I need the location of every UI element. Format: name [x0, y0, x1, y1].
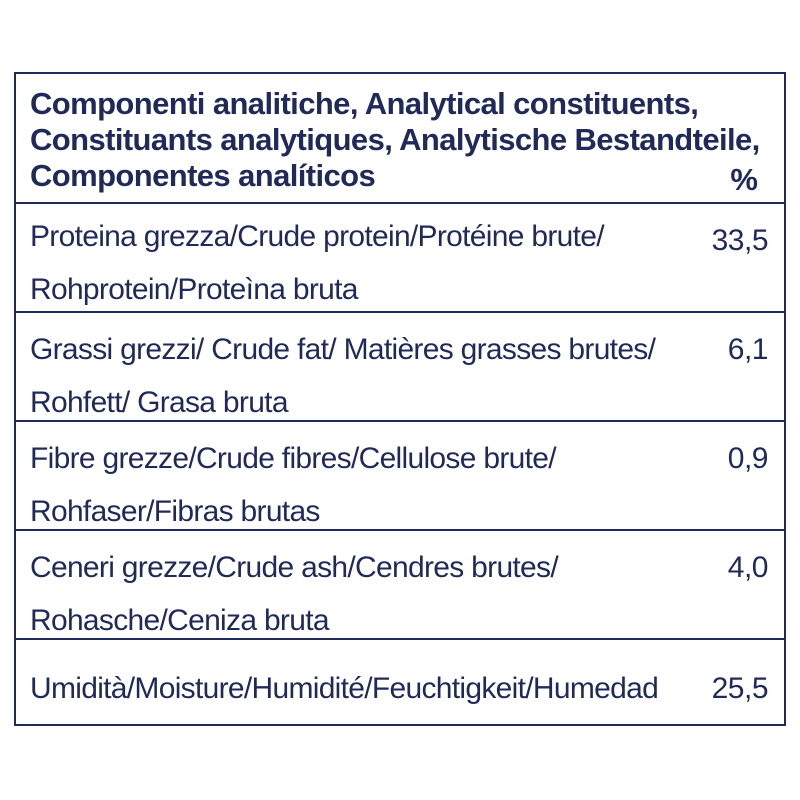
table-row-ash [16, 531, 784, 640]
moisture-value: 25,5 [711, 672, 768, 706]
fat-value: 6,1 [727, 333, 768, 367]
ash-label: Ceneri grezze/Crude ash/Cendres brutes/ Rohasche/Ceniza bruta [30, 551, 558, 638]
table-row-protein [16, 204, 784, 313]
protein-label: Proteina grezza/Crude protein/Protéine brute/ Rohprotein/Proteìna bruta [30, 220, 604, 307]
table-header-title: Componenti analitiche, Analytical constituents, Constituants analytiques, Analytische Bestandteile, Componentes analíticos [30, 86, 760, 193]
fibre-label: Fibre grezze/Crude fibres/Cellulose brute/ Rohfaser/Fibras brutas [30, 442, 556, 529]
ash-value: 4,0 [727, 551, 768, 585]
protein-value: 33,5 [711, 224, 768, 258]
moisture-label: Umidità/Moisture/Humidité/Feuchtigkeit/Humedad [30, 672, 659, 706]
percent-unit-header: % [730, 162, 758, 198]
table-row-moisture [16, 640, 784, 724]
fibre-value: 0,9 [727, 442, 768, 476]
table-row-fat [16, 313, 784, 422]
analytical-constituents-table [14, 72, 786, 726]
table-row-fibre [16, 422, 784, 531]
fat-label: Grassi grezzi/ Crude fat/ Matières grasses brutes/ Rohfett/ Grasa bruta [30, 333, 656, 420]
table-header-row [16, 74, 784, 204]
